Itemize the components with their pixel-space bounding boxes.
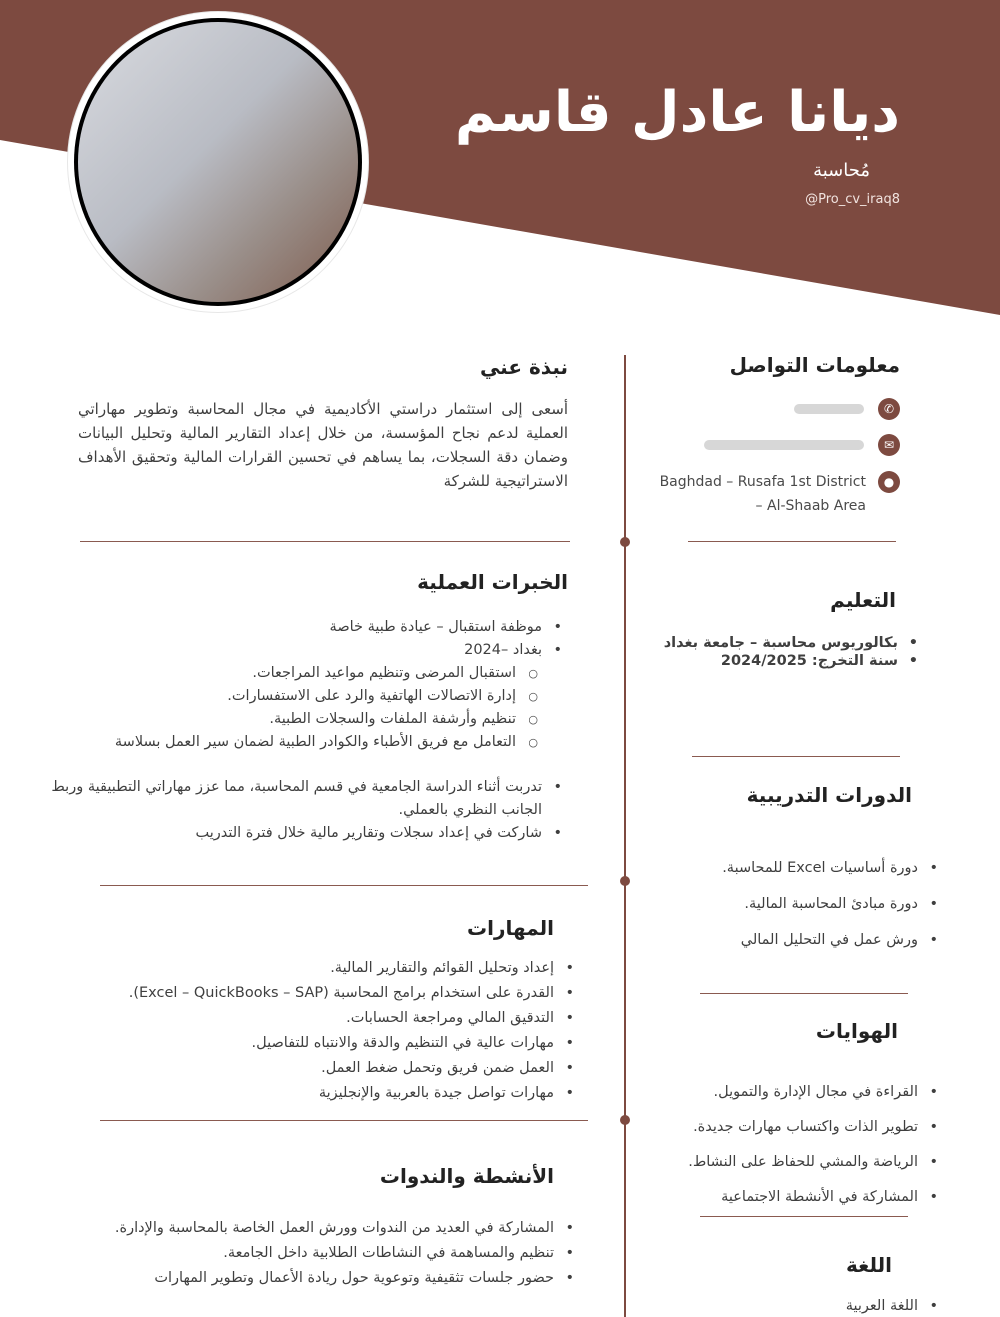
skills-list (80, 956, 580, 1106)
section-divider (688, 541, 896, 542)
list-item: • ورش عمل في التحليل المالي (624, 922, 944, 958)
courses-list (624, 850, 944, 958)
phone-icon: ✆ (878, 398, 900, 420)
list-item: • اللغة العربية (744, 1295, 944, 1317)
phone-value-redacted (794, 404, 864, 414)
training-list (40, 776, 568, 845)
list-item: • موظفة استقبال – عيادة طبية خاصة (48, 616, 568, 639)
full-name: ديانا عادل قاسم (454, 80, 900, 145)
list-item: • دورة مبادئ المحاسبة المالية. (624, 886, 944, 922)
section-divider (700, 1216, 908, 1217)
education-list (624, 634, 924, 670)
list-item: • مهارات تواصل جيدة بالعربية والإنجليزية (80, 1081, 580, 1106)
list-item: • دورة أساسيات Excel للمحاسبة. (624, 850, 944, 886)
contact-heading: معلومات التواصل (729, 353, 900, 377)
section-divider (700, 993, 908, 994)
contact-phone (794, 398, 900, 420)
contact-location (878, 471, 900, 493)
list-item: • المشاركة في العديد من الندوات وورش العمل الخاصة بالمحاسبة والإدارة. (110, 1216, 580, 1241)
activities-list (110, 1216, 580, 1291)
section-divider (100, 1120, 588, 1121)
sub-list-item: ○ استقبال المرضى وتنظيم مواعيد المراجعات. (48, 662, 568, 685)
courses-heading: الدورات التدريبية (746, 783, 912, 807)
location-icon: ● (878, 471, 900, 493)
list-item: • الرياضة والمشي للحفاظ على النشاط. (624, 1145, 944, 1180)
section-divider (80, 541, 570, 542)
email-value-redacted (704, 440, 864, 450)
list-item: • بكالوريوس محاسبة – جامعة بغداد (624, 634, 924, 652)
language-list (744, 1295, 944, 1317)
list-item: • تطوير الذات واكتساب مهارات جديدة. (624, 1110, 944, 1145)
sub-list-item: ○ تنظيم وأرشفة الملفات والسجلات الطبية. (48, 708, 568, 731)
list-item: • حضور جلسات تثقيفية وتوعوية حول ريادة الأعمال وتطوير المهارات (110, 1266, 580, 1291)
divider-dot (620, 537, 630, 547)
experience-heading: الخبرات العملية (417, 570, 568, 594)
contact-email (704, 434, 900, 456)
hobbies-heading: الهوايات (815, 1019, 898, 1043)
list-item: • شاركت في إعداد سجلات وتقارير مالية خلال فترة التدريب (40, 822, 568, 845)
list-item: • القدرة على استخدام برامج المحاسبة (Excel – QuickBooks – SAP). (80, 981, 580, 1006)
hobbies-list (624, 1075, 944, 1215)
about-heading: نبذة عني (479, 355, 568, 379)
address (606, 470, 866, 518)
list-item: • سنة التخرج: 2024/2025 (624, 652, 924, 670)
social-handle: @Pro_cv_iraq8 (805, 192, 900, 207)
job-title: مُحاسبة (813, 160, 870, 181)
list-item: • إعداد وتحليل القوائم والتقارير المالية. (80, 956, 580, 981)
activities-heading: الأنشطة والندوات (379, 1164, 554, 1188)
section-divider (692, 756, 900, 757)
section-divider (100, 885, 588, 886)
email-icon: ✉ (878, 434, 900, 456)
address-line: – Al-Shaab Area (755, 498, 866, 514)
list-item: • العمل ضمن فريق وتحمل ضغط العمل. (80, 1056, 580, 1081)
list-item: • المشاركة في الأنشطة الاجتماعية (624, 1180, 944, 1215)
language-heading: اللغة (846, 1253, 892, 1277)
sub-list-item: ○ التعامل مع فريق الأطباء والكوادر الطبية لضمان سير العمل بسلاسة (48, 731, 568, 754)
list-item: • تدربت أثناء الدراسة الجامعية في قسم المحاسبة، مما عزز مهاراتي التطبيقية وربط الجانب النظري بالعملي. (40, 776, 568, 822)
list-item: • مهارات عالية في التنظيم والدقة والانتباه للتفاصيل. (80, 1031, 580, 1056)
list-item: • بغداد –2024 (48, 639, 568, 662)
list-item: • تنظيم والمساهمة في النشاطات الطلابية داخل الجامعة. (110, 1241, 580, 1266)
list-item: • القراءة في مجال الإدارة والتمويل. (624, 1075, 944, 1110)
education-heading: التعليم (830, 588, 896, 612)
profile-photo (68, 12, 368, 312)
skills-heading: المهارات (467, 916, 554, 940)
sub-list-item: ○ إدارة الاتصالات الهاتفية والرد على الاستفسارات. (48, 685, 568, 708)
list-item: • التدقيق المالي ومراجعة الحسابات. (80, 1006, 580, 1031)
address-line: Baghdad – Rusafa 1st District (659, 474, 866, 490)
about-text: أسعى إلى استثمار دراستي الأكاديمية في مجال المحاسبة وتطوير مهاراتي العملية لدعم نجاح المؤسسة، من خلال إعداد التقارير المالية وتحليل البيانات وضمان دقة السجلات، بما يساهم في تحسين القرارات المالية وتحقيق الأهداف الاستراتيجية للشركة (78, 400, 568, 490)
experience-list (48, 616, 568, 754)
